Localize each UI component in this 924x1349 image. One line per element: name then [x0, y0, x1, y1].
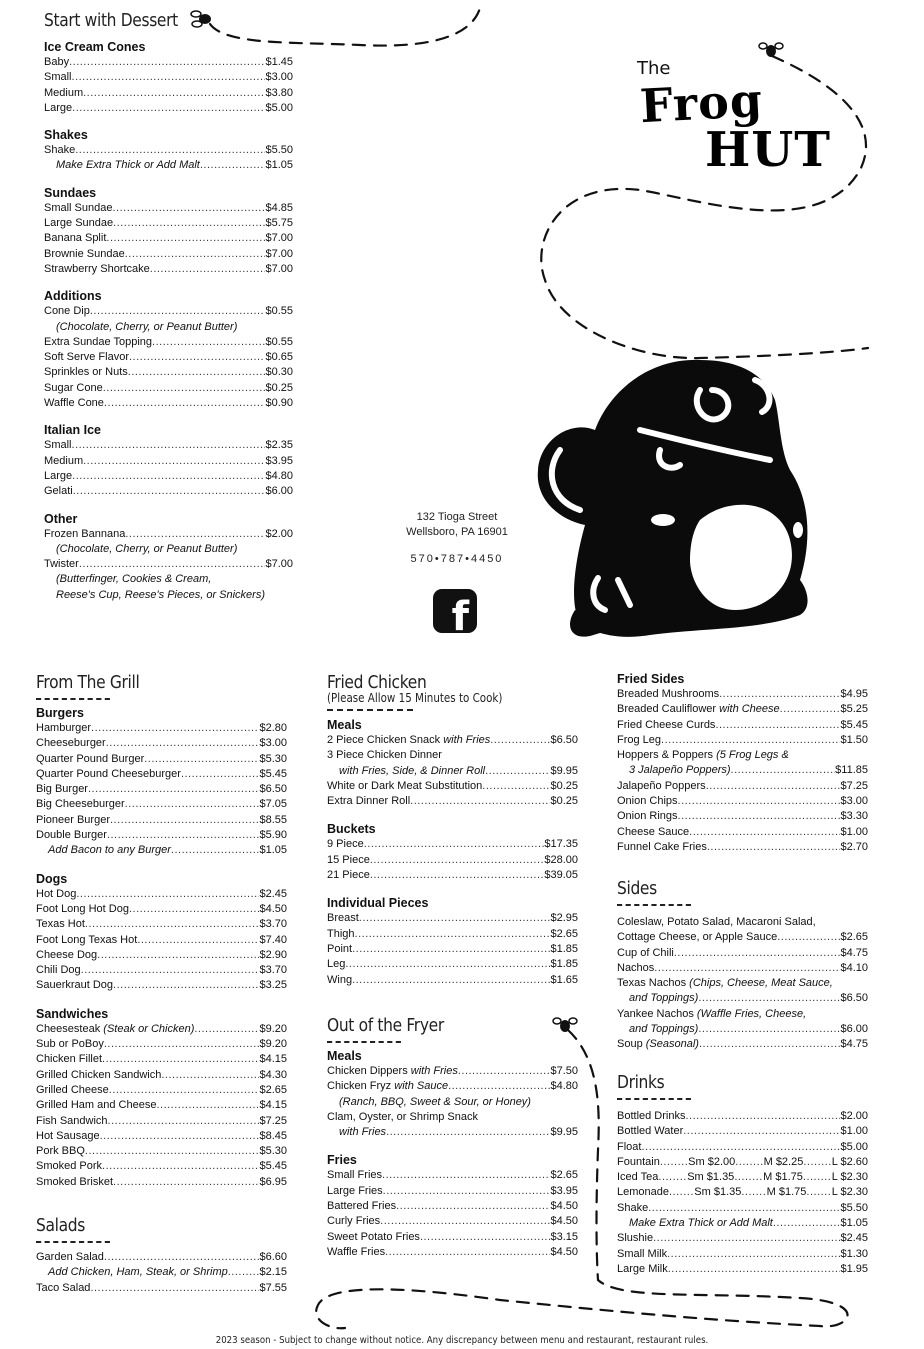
- menu-item: Cone Dip ..... $0.55: [44, 304, 293, 319]
- menu-item: Banana Split ..... $7.00: [44, 231, 293, 246]
- menu-item: Twister ..... $7.00: [44, 557, 293, 572]
- menu-item: White or Dark Meat Substitution ..... $0.25: [327, 779, 578, 794]
- menu-item: Leg ..... $1.85: [327, 957, 578, 972]
- address-block: [382, 510, 532, 540]
- grill-section: [36, 672, 287, 1190]
- menu-item: Bottled Water ..... $1.00: [617, 1124, 868, 1139]
- menu-item: Breaded Cauliflower with Cheese ..... $5.25: [617, 702, 868, 717]
- menu-item: and Toppings) ..... $6.00: [617, 1022, 868, 1037]
- menu-item: Large ..... $5.00: [44, 101, 293, 116]
- group-title: Sandwiches: [36, 1006, 109, 1021]
- menu-item: Quarter Pound Burger ..... $5.30: [36, 752, 287, 767]
- menu-item: Cheeseburger ..... $3.00: [36, 736, 287, 751]
- section-title-fryer: Out of the Fryer: [327, 1015, 444, 1036]
- group-title: Additions: [44, 289, 102, 304]
- menu-item: and Toppings) ..... $6.50: [617, 991, 868, 1006]
- menu-item: 21 Piece ..... $39.05: [327, 868, 578, 883]
- menu-item: Shake ..... $5.50: [617, 1201, 868, 1216]
- menu-item: Big Cheeseburger ..... $7.05: [36, 797, 287, 812]
- frog-illustration: [538, 360, 808, 637]
- menu-item: Big Burger ..... $6.50: [36, 782, 287, 797]
- menu-item: Foot Long Texas Hot ..... $7.40: [36, 933, 287, 948]
- group-chicken-meals: [327, 717, 578, 809]
- group-other: [44, 511, 293, 603]
- menu-item: Soup (Seasonal) ..... $4.75: [617, 1037, 868, 1052]
- section-title-salads: Salads: [36, 1215, 85, 1236]
- menu-item: Grilled Chicken Sandwich ..... $4.30: [36, 1068, 287, 1083]
- menu-item: Small ..... $3.00: [44, 70, 293, 85]
- menu-item: Breaded Mushrooms ..... $4.95: [617, 687, 868, 702]
- menu-item: Small Fries ..... $2.65: [327, 1168, 578, 1183]
- menu-item: Foot Long Hot Dog ..... $4.50: [36, 902, 287, 917]
- menu-item: Small ..... $2.35: [44, 438, 293, 453]
- group-title: Meals: [327, 1049, 362, 1063]
- menu-item: Garden Salad ..... $6.60: [36, 1250, 287, 1265]
- menu-item: Texas Hot ..... $3.70: [36, 917, 287, 932]
- sides-section: [617, 878, 868, 1053]
- menu-item: Large ..... $4.80: [44, 469, 293, 484]
- group-additions: [44, 288, 293, 411]
- menu-item: Hamburger ..... $2.80: [36, 721, 287, 736]
- menu-item: Large Fries ..... $3.95: [327, 1184, 578, 1199]
- menu-item: Sprinkles or Nuts ..... $0.30: [44, 365, 293, 380]
- menu-item: Fish Sandwich ..... $7.25: [36, 1114, 287, 1129]
- menu-item: Smoked Pork ..... $5.45: [36, 1159, 287, 1174]
- menu-item: Pork BBQ ..... $5.30: [36, 1144, 287, 1159]
- menu-item-line: Clam, Oyster, or Shrimp Snack: [327, 1110, 478, 1123]
- menu-item: Nachos ..... $4.10: [617, 961, 868, 976]
- section-title-grill: From The Grill: [36, 672, 140, 693]
- footer-disclaimer: 2023 season - Subject to change without notice. Any discrepancy between menu and restaurant, restaurant rules.: [215, 1335, 709, 1346]
- menu-item: Cheese Sauce ..... $1.00: [617, 825, 868, 840]
- facebook-icon[interactable]: [433, 589, 477, 640]
- group-title: Ice Cream Cones: [44, 40, 146, 54]
- menu-item: Pioneer Burger ..... $8.55: [36, 813, 287, 828]
- menu-item: Soft Serve Flavor ..... $0.65: [44, 350, 293, 365]
- menu-item: Breast ..... $2.95: [327, 911, 578, 926]
- item-note: (Butterfinger, Cookies & Cream,: [56, 573, 212, 586]
- group-shakes: [44, 127, 293, 174]
- brand-the: The: [637, 58, 671, 79]
- address-city: Wellsboro, PA 16901: [406, 526, 508, 538]
- section-title-fried-chicken: Fried Chicken: [327, 672, 427, 693]
- menu-item: Cheesesteak (Steak or Chicken) ..... $9.20: [36, 1022, 287, 1037]
- phone-number[interactable]: 570•787•4450: [410, 553, 504, 565]
- menu-item: Funnel Cake Fries ..... $2.70: [617, 840, 868, 855]
- menu-item: Large Sundae ..... $5.75: [44, 216, 293, 231]
- facebook-glyph: f: [451, 594, 469, 640]
- menu-item-line: Coleslaw, Potato Salad, Macaroni Salad,: [617, 916, 816, 928]
- group-title: Other: [44, 511, 78, 526]
- menu-item: Bottled Drinks ..... $2.00: [617, 1109, 868, 1124]
- menu-item: Curly Fries ..... $4.50: [327, 1214, 578, 1229]
- group-italian-ice: [44, 422, 293, 499]
- menu-item: Large Milk ..... $1.95: [617, 1262, 868, 1277]
- dessert-section: [44, 10, 293, 603]
- fryer-section: [327, 1015, 578, 1260]
- menu-item: with Fries, Side, & Dinner Roll ..... $9.95: [327, 764, 578, 779]
- menu-item: Chicken Dippers with Fries ..... $7.50: [327, 1064, 578, 1079]
- fried-sides-section: [617, 671, 868, 855]
- section-title-dessert: Start with Dessert: [44, 10, 178, 31]
- menu-item: Grilled Cheese ..... $2.65: [36, 1083, 287, 1098]
- menu-item-line: Hoppers & Poppers (5 Frog Legs &: [617, 749, 789, 762]
- menu-item: Onion Rings ..... $3.30: [617, 809, 868, 824]
- group-title: Meals: [327, 718, 362, 732]
- menu-item: Cottage Cheese, or Apple Sauce ..... $2.65: [617, 930, 868, 945]
- menu-item: Frozen Bannana ..... $2.00: [44, 527, 293, 542]
- item-note: (Ranch, BBQ, Sweet & Sour, or Honey): [339, 1095, 531, 1108]
- menu-item: Add Bacon to any Burger ..... $1.05: [36, 843, 287, 858]
- group-fries: [327, 1152, 578, 1260]
- menu-item: Smoked Brisket ..... $6.95: [36, 1175, 287, 1190]
- menu-item: with Fries ..... $9.95: [327, 1125, 578, 1140]
- group-sandwiches: [36, 1006, 287, 1190]
- menu-item-line: Yankee Nachos (Waffle Fries, Cheese,: [617, 1007, 807, 1020]
- group-ice-cream-cones: [44, 39, 293, 116]
- section-title-fried-sides: Fried Sides: [617, 672, 685, 686]
- menu-item: Hot Sausage ..... $8.45: [36, 1129, 287, 1144]
- menu-item: Make Extra Thick or Add Malt ..... $1.05: [617, 1216, 868, 1231]
- menu-item: Small Milk ..... $1.30: [617, 1247, 868, 1262]
- menu-item: Float ..... $5.00: [617, 1140, 868, 1155]
- menu-item: Frog Leg ..... $1.50: [617, 733, 868, 748]
- menu-item: Cheese Dog ..... $2.90: [36, 948, 287, 963]
- menu-item-line: Texas Nachos (Chips, Cheese, Meat Sauce,: [617, 977, 833, 990]
- menu-item: Make Extra Thick or Add Malt ..... $1.05: [44, 158, 293, 173]
- address-street: 132 Tioga Street: [416, 511, 498, 523]
- group-burgers: [36, 705, 287, 859]
- brand-frog: Frog: [638, 72, 765, 134]
- group-title: Shakes: [44, 128, 88, 143]
- group-title: Sundaes: [44, 185, 97, 200]
- salads-section: [36, 1215, 287, 1296]
- menu-item: 3 Jalapeño Poppers) ..... $11.85: [617, 763, 868, 778]
- menu-item: Sauerkraut Dog ..... $3.25: [36, 978, 287, 993]
- group-title: Dogs: [36, 871, 68, 886]
- group-title: Burgers: [36, 706, 84, 720]
- brand-hut: HUT: [705, 122, 831, 178]
- menu-item: Hot Dog ..... $2.45: [36, 887, 287, 902]
- menu-item: Battered Fries ..... $4.50: [327, 1199, 578, 1214]
- group-sundaes: [44, 185, 293, 277]
- section-title-sides: Sides: [617, 878, 657, 899]
- menu-item: Thigh ..... $2.65: [327, 927, 578, 942]
- dashed-divider: [327, 709, 413, 711]
- menu-item: Sub or PoBoy ..... $9.20: [36, 1037, 287, 1052]
- menu-item: Chicken Fillet ..... $4.15: [36, 1052, 287, 1067]
- menu-item: Onion Chips ..... $3.00: [617, 794, 868, 809]
- group-title: Italian Ice: [44, 423, 101, 438]
- menu-item: Chicken Fryz with Sauce ..... $4.80: [327, 1079, 578, 1094]
- menu-item: Fried Cheese Curds ..... $5.45: [617, 718, 868, 733]
- group-dogs: [36, 871, 287, 994]
- menu-item: Extra Sundae Topping ..... $0.55: [44, 335, 293, 350]
- group-buckets: [327, 821, 578, 883]
- menu-item: Waffle Fries ..... $4.50: [327, 1245, 578, 1260]
- fried-chicken-section: [327, 672, 578, 988]
- group-individual-pieces: [327, 895, 578, 987]
- menu-item: Lemonade ..... Sm $1.35 ..... M $1.75 ..... L $2.30: [617, 1185, 868, 1200]
- item-note: (Chocolate, Cherry, or Peanut Butter): [56, 542, 238, 555]
- group-title: Fries: [327, 1153, 357, 1168]
- menu-item: Waffle Cone ..... $0.90: [44, 396, 293, 411]
- menu-item: Wing ..... $1.65: [327, 973, 578, 988]
- group-title: Buckets: [327, 822, 376, 837]
- menu-item: Slushie ..... $2.45: [617, 1231, 868, 1246]
- menu-item: Fountain ..... Sm $2.00 ..... M $2.25 ..... L $2.60: [617, 1155, 868, 1170]
- menu-item: Gelati ..... $6.00: [44, 484, 293, 499]
- menu-item: Iced Tea ..... Sm $1.35 ..... M $1.75 ..... L $2.30: [617, 1170, 868, 1185]
- menu-item: Add Chicken, Ham, Steak, or Shrimp ..... $2.15: [36, 1265, 287, 1280]
- group-title: Individual Pieces: [327, 896, 429, 911]
- menu-item: 9 Piece ..... $17.35: [327, 837, 578, 852]
- menu-item: Baby ..... $1.45: [44, 55, 293, 70]
- menu-item: Extra Dinner Roll ..... $0.25: [327, 794, 578, 809]
- menu-item: Shake ..... $5.50: [44, 143, 293, 158]
- section-subtitle: (Please Allow 15 Minutes to Cook): [327, 691, 503, 705]
- menu-item: Quarter Pound Cheeseburger ..... $5.45: [36, 767, 287, 782]
- menu-item: Medium ..... $3.95: [44, 454, 293, 469]
- drinks-section: [617, 1072, 868, 1277]
- item-note: (Chocolate, Cherry, or Peanut Butter): [56, 320, 238, 333]
- menu-item: 15 Piece ..... $28.00: [327, 853, 578, 868]
- menu-item: Cup of Chili ..... $4.75: [617, 946, 868, 961]
- menu-item: Strawberry Shortcake ..... $7.00: [44, 262, 293, 277]
- menu-item: Chili Dog ..... $3.70: [36, 963, 287, 978]
- menu-item: Sweet Potato Fries ..... $3.15: [327, 1230, 578, 1245]
- section-title-drinks: Drinks: [617, 1072, 665, 1093]
- menu-item: Sugar Cone ..... $0.25: [44, 381, 293, 396]
- menu-item: Double Burger ..... $5.90: [36, 828, 287, 843]
- menu-item: Taco Salad ..... $7.55: [36, 1281, 287, 1296]
- item-note: Reese's Cup, Reese's Pieces, or Snickers): [56, 588, 266, 601]
- menu-item-line: 3 Piece Chicken Dinner: [327, 749, 442, 762]
- menu-item: Brownie Sundae ..... $7.00: [44, 247, 293, 262]
- menu-item: 2 Piece Chicken Snack with Fries ..... $6.50: [327, 733, 578, 748]
- group-fryer-meals: [327, 1048, 578, 1140]
- menu-item: Small Sundae ..... $4.85: [44, 201, 293, 216]
- menu-item: Point ..... $1.85: [327, 942, 578, 957]
- menu-item: Grilled Ham and Cheese ..... $4.15: [36, 1098, 287, 1113]
- menu-item: Medium ..... $3.80: [44, 86, 293, 101]
- menu-item: Jalapeño Poppers ..... $7.25: [617, 779, 868, 794]
